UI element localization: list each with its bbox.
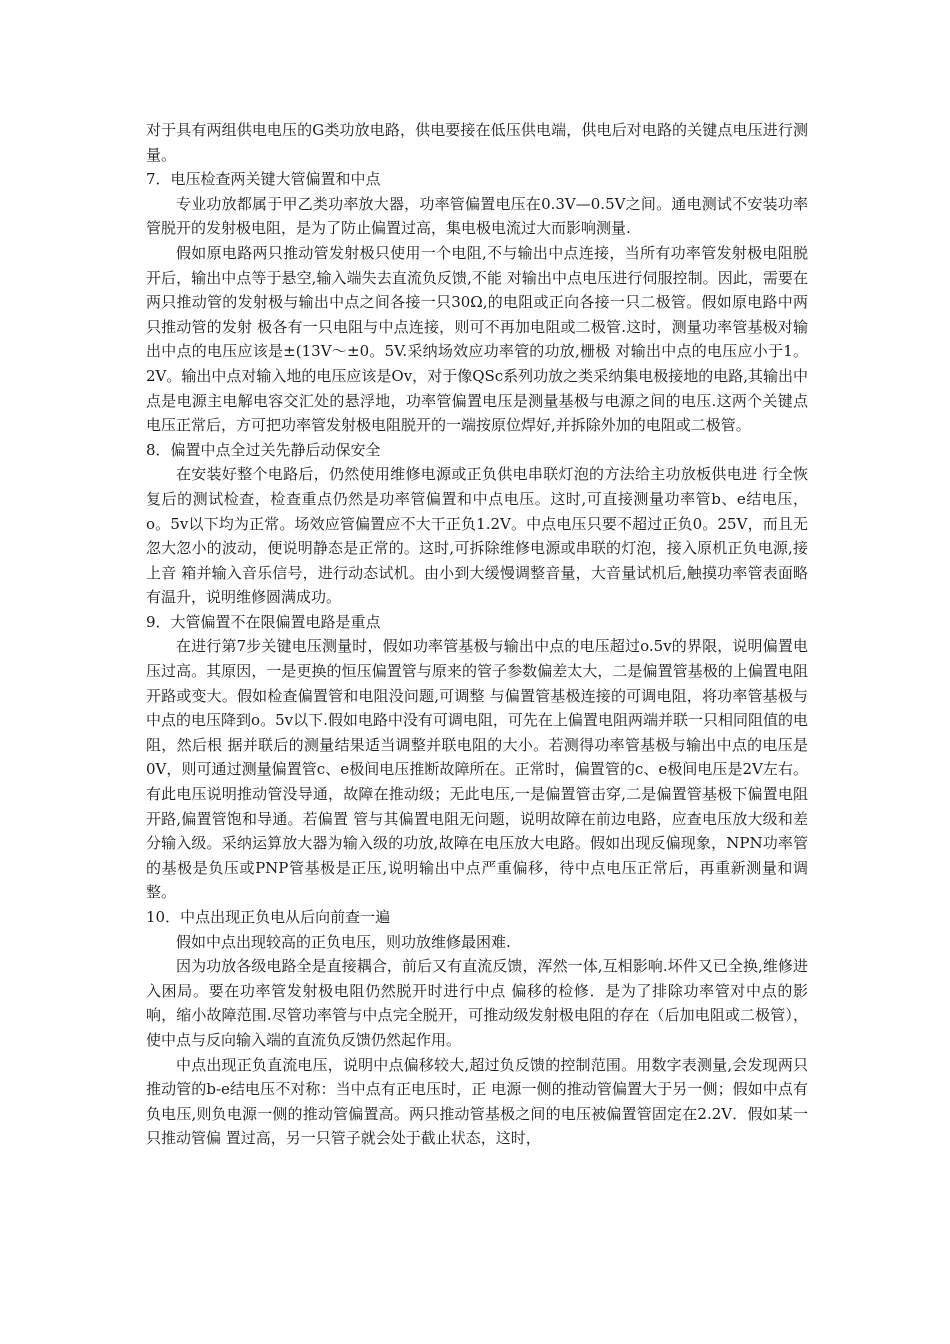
body-paragraph: 对于具有两组供电电压的G类功放电路，供电要接在低压供电端，供电后对电路的关键点电压进行测量。 (146, 121, 808, 164)
body-paragraph: 在进行第7步关键电压测量时，假如功率管基极与输出中点的电压超过o.5v的界限，说明偏置电压过高。其原因，一是更换的恒压偏置管与原来的管子参数偏差太大，二是偏置管基极的上偏置电阻开路或变大。假如检查偏置管和电阻没问题,可调整 与偏置管基极连接的可调电阻，将功率管基极与中点的电压降到o。5v以下.假如电路中没有可调电阻，可先在上偏置电阻两端并联一只相同阻值的电阻，然后根 据并联后的测量结果适当调整并联电阻的大小。若测得功率管基极与输出中点的电压是0V，则可通过测量偏置管c、e极间电压推断故障所在。正常时，偏置管的c、e极间电压是2V左右。有此电压说明推动管没导通，故障在推动级；无此电压,一是偏置管击穿,二是偏置管基极下偏置电阻开路,偏置管饱和导通。若偏置 管与其偏置电阻无问题，说明故障在前边电路，应查电压放大级和差分输入级。采纳运算放大器为输入级的功放,故障在电压放大电路。假如出现反偏现象，NPN功率管的基极是负压或PNP管基极是正压,说明输出中点严重偏移，待中点电压正常后，再重新测量和调整。 (146, 637, 808, 902)
section-heading: 9．大管偏置不在限偏置电路是重点 (146, 612, 381, 631)
section-heading: 10．中点出现正负电从后向前查一遍 (146, 908, 391, 926)
body-paragraph: 假如中点出现较高的正负电压，则功放维修最困难. (176, 932, 511, 951)
body-paragraph: 因为功放各级电路全是直接耦合，前后又有直流反馈，浑然一体,互相影响.坏件又已全换,维修进入困局。要在功率管发射极电阻仍然脱开时进行中点 偏移的检修．是为了排除功率管对中点的影响，缩小故障范围.尽管功率管与中点完全脱开，可推动级发射极电阻的存在（后加电阻或二极管），使中点与反向输入端的直流负反馈仍然起作用。 (146, 957, 808, 1049)
section-heading: 7．电压检查两关键大管偏置和中点 (146, 170, 381, 189)
body-paragraph: 中点出现正负直流电压，说明中点偏移较大,超过负反馈的控制范围。用数字表测量,会发现两只推动管的b-e结电压不对称：当中点有正电压时，正 电源一侧的推动管偏置大于另一侧；假如中点有负电压,则负电源一侧的推动管偏置高。两只推动管基极之间的电压被偏置管固定在2.2V．假如某一只推动管偏 置过高，另一只管子就会处于截止状态，这时， (146, 1055, 808, 1148)
body-paragraph: 假如原电路两只推动管发射极只使用一个电阻,不与输出中点连接，当所有功率管发射极电阻脱开后，输出中点等于悬空,输入端失去直流负反馈,不能 对输出中点电压进行伺服控制。因此，需要在两只推动管的发射极与输出中点之间各接一只30Ω,的电阻或正向各接一只二极管。假如原电路中两只推动管的发射 极各有一只电阻与中点连接，则可不再加电阻或二极管.这时，测量功率管基极对输出中点的电压应该是±(13V～±0。5V.采纳场效应功率管的功放,栅极 对输出中点的电压应小于1。2V。输出中点对输入地的电压应该是Ov，对于像QSc系列功放之类采纳集电极接地的电路,其输出中点是电源主电解电容交汇处的悬浮地，功率管偏置电压是测量基极与电源之间的电压.这两个关键点电压正常后，方可把功率管发射极电阻脱开的一端按原位焊好,并拆除外加的电阻或二极管。 (146, 243, 808, 435)
body-paragraph: 在安装好整个电路后，仍然使用维修电源或正负供电串联灯泡的方法给主功放板供电进 行全恢复后的测试检查，检查重点仍然是功率管偏置和中点电压。这时,可直接测量功率管b、e结电压，o。5v以下均为正常。场效应管偏置应不大干正负1.2V。中点电压只要不超过正负0。25V，而且无忽大忽小的波动，便说明静态是正常的。这时,可拆除维修电源或串联的灯泡，接入原机正负电源,接上音 箱并输入音乐信号，进行动态试机。由小到大缓慢调整音量，大音量试机后,触摸功率管表面略有温升，说明维修圆满成功。 (146, 465, 808, 607)
body-paragraph: 专业功放都属于甲乙类功率放大器，功率管偏置电压在0.3V—0.5V之间。通电测试不安装功率管脱开的发射极电阻，是为了防止偏置过高，集电极电流过大而影响测量. (146, 194, 808, 238)
document-page (146, 118, 808, 1151)
section-heading: 8．偏置中点全过关先静后动保安全 (146, 440, 381, 459)
